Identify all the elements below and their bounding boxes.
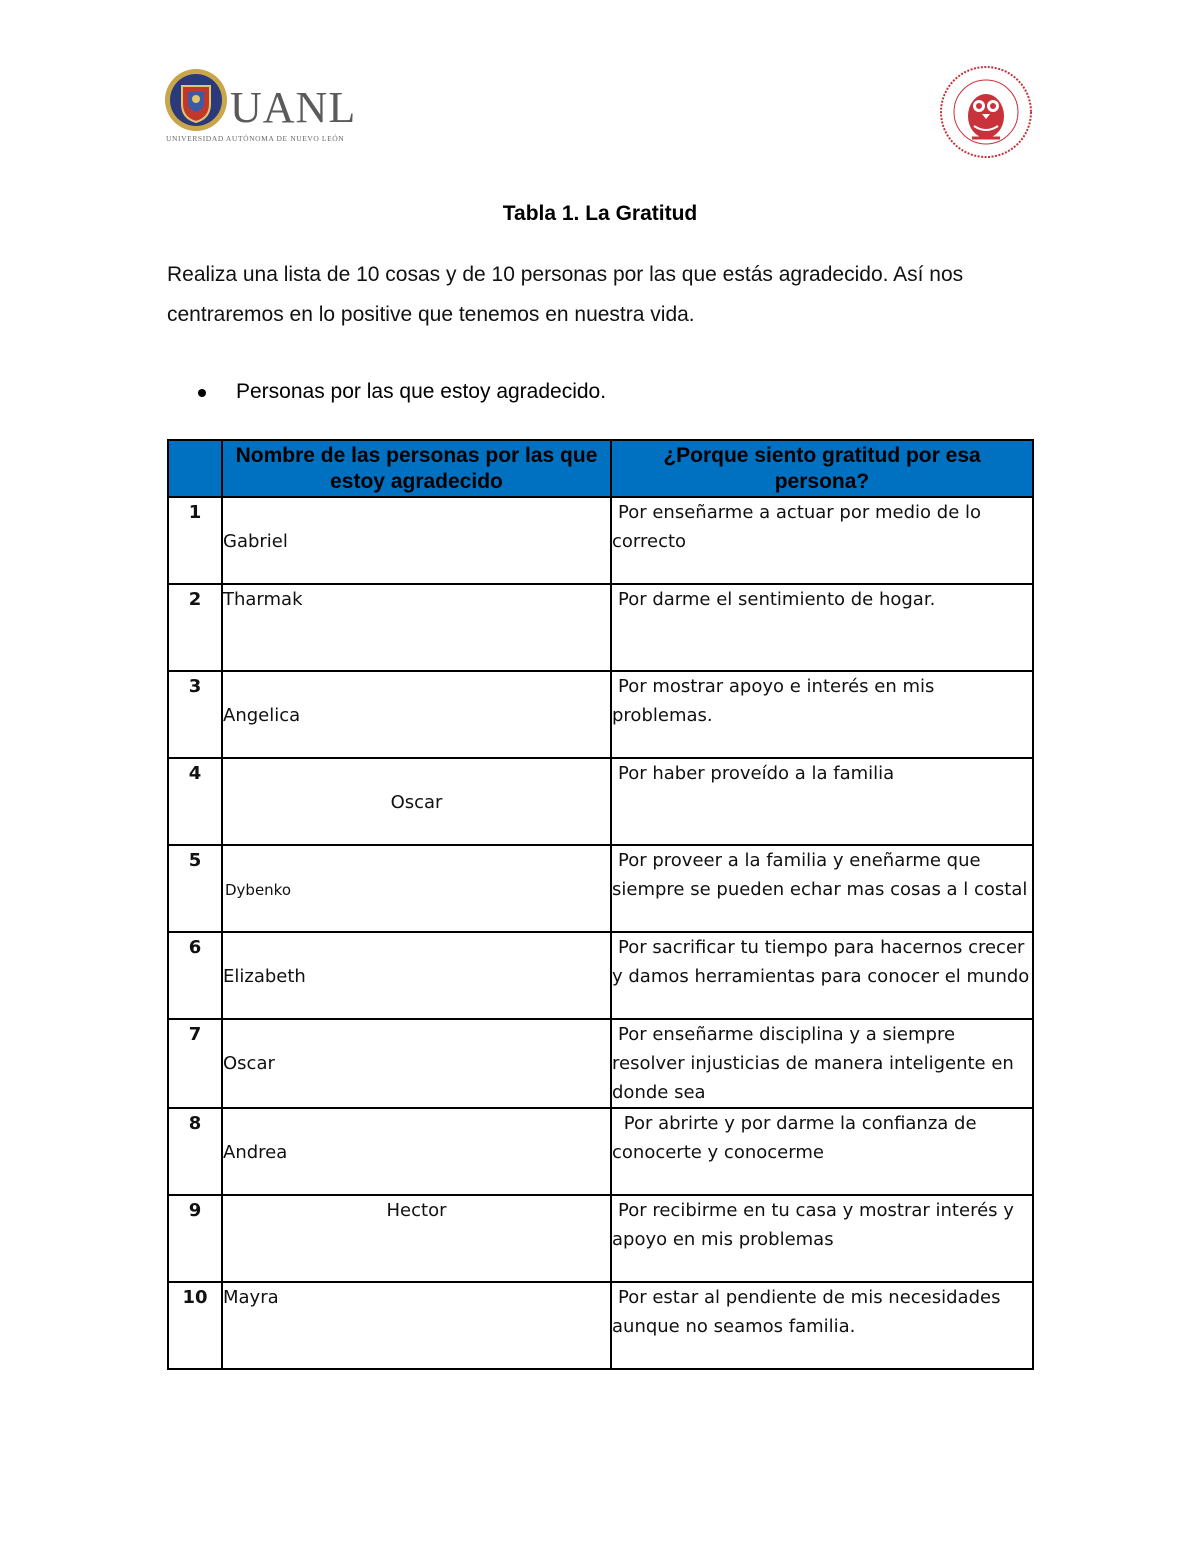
row-reason-text: Por enseñarme disciplina y a siempre resolver injusticias de manera inteligente en donde sea (612, 1024, 1014, 1103)
row-name (222, 1282, 611, 1369)
table-row (168, 497, 1033, 584)
bullet-text: Personas por las que estoy agradecido. (236, 380, 607, 403)
row-name (222, 584, 611, 671)
row-reason-text: Por recibirme en tu casa y mostrar interés y apoyo en mis problemas (612, 1200, 1014, 1250)
header-reason: ¿Porque siento gratitud por esa persona? (611, 440, 1033, 497)
row-reason (611, 1108, 1033, 1195)
uanl-logo (164, 66, 357, 148)
table-header-row (168, 440, 1033, 497)
row-name-text: Dybenko (225, 881, 292, 899)
row-number: 4 (168, 758, 222, 845)
row-name (222, 671, 611, 758)
bullet-icon (198, 389, 206, 397)
row-reason (611, 584, 1033, 671)
row-reason (611, 1195, 1033, 1282)
row-reason (611, 932, 1033, 1019)
table-row (168, 845, 1033, 932)
row-name-text: Elizabeth (223, 966, 306, 987)
intro-paragraph: Realiza una lista de 10 cosas y de 10 personas por las que estás agradecido. Así nos centraremos en lo positive que tenemos en nuestra vida. (167, 263, 964, 326)
row-name-text: Tharmak (223, 589, 303, 610)
owl-seal-logo (938, 64, 1034, 160)
table-row (168, 1195, 1033, 1282)
row-number: 10 (168, 1282, 222, 1369)
row-name-text: Mayra (223, 1287, 279, 1308)
row-number: 5 (168, 845, 222, 932)
row-number: 1 (168, 497, 222, 584)
row-reason-text: Por abrirte y por darme la confianza de conocerte y conocerme (612, 1113, 983, 1163)
row-reason-text: Por proveer a la familia y eneñarme que siempre se pueden echar mas cosas a l costal (612, 850, 1028, 900)
row-reason (611, 1019, 1033, 1108)
row-reason (611, 845, 1033, 932)
row-number: 8 (168, 1108, 222, 1195)
header-name: Nombre de las personas por las que estoy agradecido (222, 440, 611, 497)
row-number: 6 (168, 932, 222, 1019)
row-name-text: Oscar (390, 792, 443, 813)
owl-seal-icon (938, 64, 1034, 160)
bullet-item (198, 380, 606, 404)
row-name (222, 497, 611, 584)
table-row (168, 1282, 1033, 1369)
row-name-text: Angelica (223, 705, 301, 726)
row-name (222, 1108, 611, 1195)
row-number: 7 (168, 1019, 222, 1108)
row-reason (611, 671, 1033, 758)
uanl-shield-icon (164, 66, 228, 134)
table-row (168, 758, 1033, 845)
uanl-wordmark: UANL (230, 83, 357, 132)
header-number (168, 440, 222, 497)
row-reason-text: Por darme el sentimiento de hogar. (618, 589, 936, 610)
row-name (222, 932, 611, 1019)
row-reason-text: Por haber proveído a la familia (618, 763, 895, 784)
table-row (168, 932, 1033, 1019)
row-name (222, 1195, 611, 1282)
table-row (168, 1108, 1033, 1195)
row-name-text: Andrea (223, 1142, 288, 1163)
table-row (168, 584, 1033, 671)
row-reason (611, 1282, 1033, 1369)
row-name (222, 845, 611, 932)
row-name-text: Hector (386, 1200, 447, 1221)
row-number: 9 (168, 1195, 222, 1282)
table-row (168, 671, 1033, 758)
row-reason (611, 497, 1033, 584)
row-name (222, 758, 611, 845)
gratitude-table (167, 439, 1034, 1370)
row-reason-text: Por estar al pendiente de mis necesidades aunque no seamos familia. (612, 1287, 1001, 1337)
row-reason (611, 758, 1033, 845)
table-row (168, 1019, 1033, 1108)
row-number: 2 (168, 584, 222, 671)
row-reason-text: Por sacrificar tu tiempo para hacernos crecer y damos herramientas para conocer el mundo (612, 937, 1030, 987)
row-name-text: Oscar (223, 1053, 275, 1074)
uanl-subtitle: UNIVERSIDAD AUTÓNOMA DE NUEVO LEÓN (166, 134, 345, 143)
row-name-text: Gabriel (223, 531, 288, 552)
row-reason-text: Por mostrar apoyo e interés en mis problemas. (612, 676, 935, 726)
page-title: Tabla 1. La Gratitud (502, 202, 698, 225)
row-name (222, 1019, 611, 1108)
row-number: 3 (168, 671, 222, 758)
row-reason-text: Por enseñarme a actuar por medio de lo correcto (612, 502, 981, 552)
